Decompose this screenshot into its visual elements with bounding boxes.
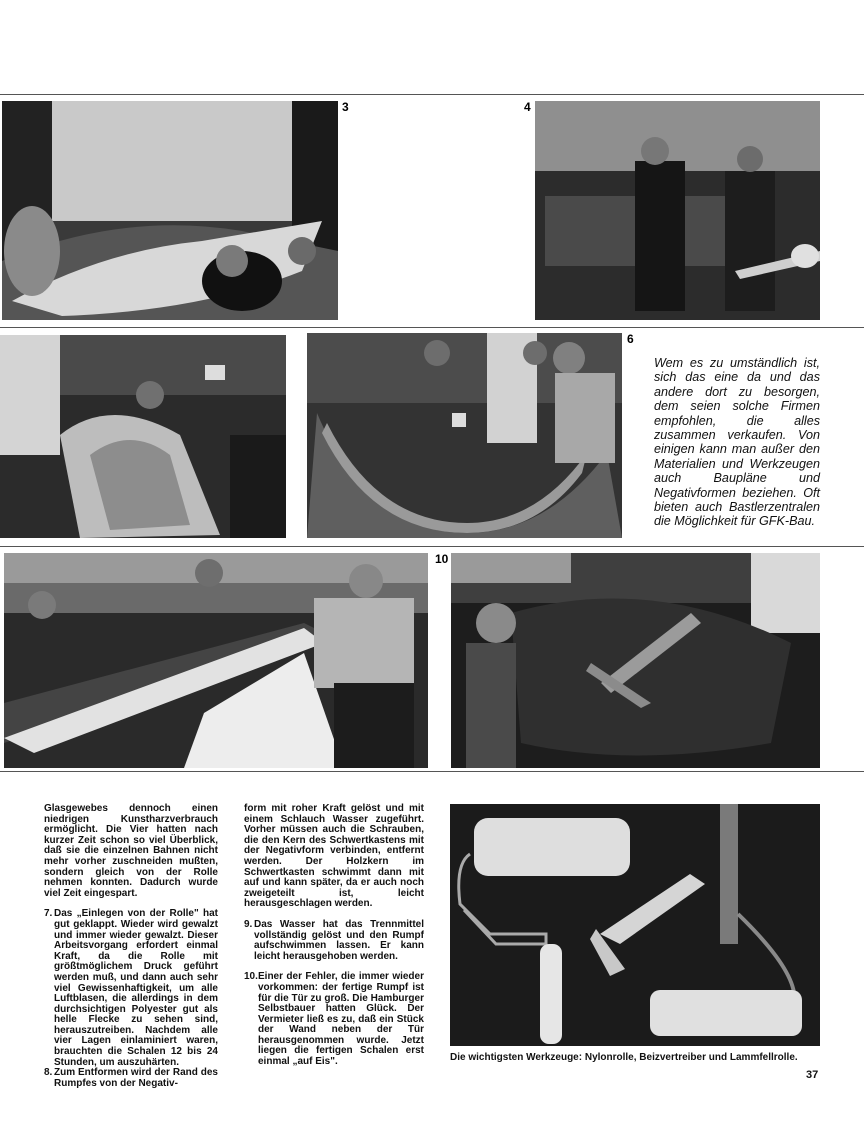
list-item-8 [44,1068,218,1089]
sidebar-note: Wem es zu umständlich ist, sich das eine da und das andere dort zu besorgen, dem seien solche Firmen empfohlen, die alles zusammen verkaufen. Von einigen kann man außer den Materialien und Werkzeugen auch Baupläne und Negativformen beziehen. Oft bieten auch Bastlerzentralen die Möglichkeit für GFK-Bau. [654,356,820,529]
photo-tools [450,804,820,1046]
photo-laminating-workers [2,101,338,320]
column1-intro: Glasgewebes dennoch einen niedrigen Kunstharzverbrauch ermöglicht. Die Vier hatten nach kurzer Zeit schon so viel Überblick, daß sie die einzelnen Bahnen nicht mehr vorher zuschneiden mußten, sondern gleich von der Rolle nehmen konnten. Dadurch wurde viel Zeit eingespart. [44,803,218,899]
item-7-text: Das „Einlegen von der Rolle" hat gut geklappt. Wieder wird gewalzt und immer wieder gewalzt. Dieser Arbeitsvorgang erfordert einmal Kraft, da die Rolle mit größtmöglichem Druck geführt werden muß, und dann auch sehr viel Gewissenhaftigkeit, um alle Luftblasen, die allerdings in dem durchsichtigen Polyester gut als helle Flecke zu sehen sind, herauszutreiben. Nachdem alle vier Lagen einlaminiert waren, brauchten die Schalen 12 bis 24 Stunden, um auszuhärten. [54,908,218,1068]
list-item-10 [244,972,424,1067]
photo-number-3: 3 [342,100,349,114]
photo-hull-inspection [451,553,820,768]
item-8-number: 8. [44,1067,53,1079]
rule-row3 [0,546,864,547]
page-number: 37 [806,1069,819,1081]
item-9-text: Das Wasser hat das Trennmittel vollständig gelöst und den Rumpf aufschwimmen lassen. Er kann leicht herausgehoben werden. [254,918,424,962]
top-rule [0,94,864,95]
column2-intro: form mit roher Kraft gelöst und mit einem Schlauch Wasser zugeführt. Vorher müssen auch die Schrauben, die den Kern des Schwertkastens mit der Negativform verbinden, entfernt werden. Der Holzkern im Schwertkasten schwimmt dann mit auf und kann später, da er auch noch zweigeteilt ist, leicht herausgeschlagen werden. [244,803,424,910]
photo-number-4: 4 [524,100,531,114]
item-7-number: 7. [44,908,53,920]
photo-workshop [535,101,820,320]
photo-number-6: 6 [627,332,634,346]
item-10-text: Einer der Fehler, die immer wieder vorkommen: der fertige Rumpf ist für die Tür zu groß. Die Hamburger Selbstbauer hatten Glück. Der Vermieter ließ es zu, daß ein Stück der Wand neben der Tür herausgenommen wurde. Jetzt liegen die fertigen Schalen erst einmal „auf Eis". [258,971,424,1068]
item-9-number: 9. [244,918,253,930]
tools-caption: Die wichtigsten Werkzeuge: Nylonrolle, Beizvertreiber und Lammfellrolle. [450,1052,798,1063]
rule-row4 [0,771,864,772]
list-item-9 [244,920,424,962]
text-column-1 [44,804,218,1089]
photo-number-10: 10 [435,552,449,566]
list-item-7 [44,909,218,1068]
photo-hull-mold-left [0,335,286,538]
text-column-2 [244,804,424,1068]
rule-row2 [0,327,864,328]
item-8-text: Zum Entformen wird der Rand des Rumpfes von der Negativ- [54,1067,218,1089]
item-10-number: 10. [244,971,258,983]
photo-rolling-fiberglass [4,553,428,768]
photo-hull-mold-right [307,333,622,538]
